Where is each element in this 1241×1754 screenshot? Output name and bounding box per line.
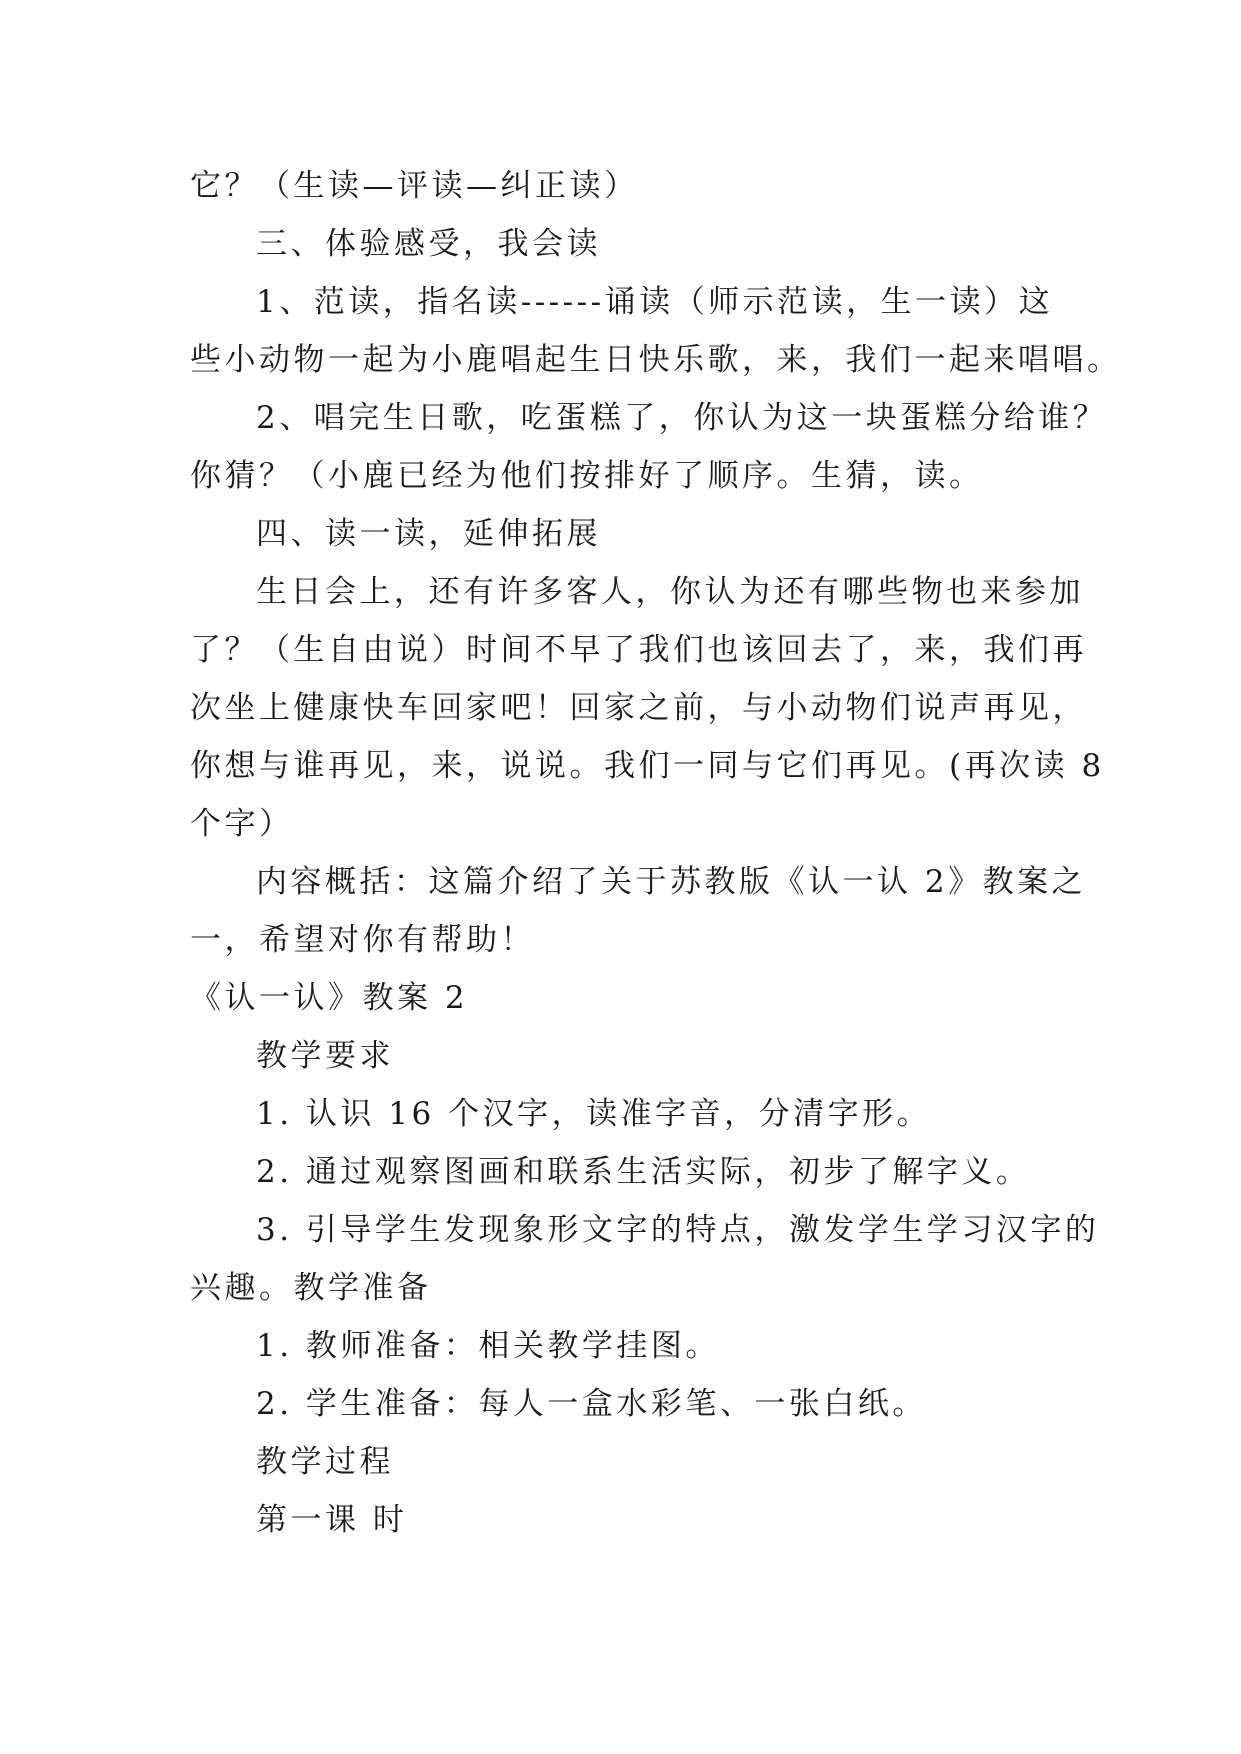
document-title: 《认一认》教案 2 — [190, 980, 469, 1016]
section-heading: 教学要求 — [256, 1038, 394, 1074]
section-heading: 三、体验感受，我会读 — [256, 226, 601, 262]
list-item: 3. 引导学生发现象形文字的特点，激发学生学习汉字的 — [256, 1212, 1100, 1248]
summary-line: 一，希望对你有帮助！ — [190, 922, 535, 958]
text-line: 你猜？（小鹿已经为他们按排好了顺序。生猜，读。 — [190, 458, 984, 494]
list-item: 2. 学生准备：每人一盒水彩笔、一张白纸。 — [256, 1386, 927, 1422]
list-item: 1. 认识 16 个汉字，读准字音，分清字形。 — [256, 1096, 932, 1132]
list-item: 1. 教师准备：相关教学挂图。 — [256, 1328, 720, 1364]
text-line: 些小动物一起为小鹿唱起生日快乐歌，来，我们一起来唱唱。 — [190, 342, 1122, 378]
text-line: 生日会上，还有许多客人，你认为还有哪些物也来参加 — [256, 574, 1084, 610]
text-line: 个字） — [190, 806, 294, 842]
section-heading: 四、读一读，延伸拓展 — [256, 516, 601, 552]
text-line: 次坐上健康快车回家吧！回家之前，与小动物们说声再见， — [190, 690, 1087, 726]
text-line: 它？（生读—评读—纠正读） — [190, 168, 639, 204]
list-item: 2. 通过观察图画和联系生活实际，初步了解字义。 — [256, 1154, 1031, 1190]
text-line: 了？（生自由说）时间不早了我们也该回去了，来，我们再 — [190, 632, 1087, 668]
section-heading: 第一课 时 — [256, 1502, 408, 1538]
text-line: 兴趣。教学准备 — [190, 1270, 432, 1306]
section-heading: 教学过程 — [256, 1444, 394, 1480]
text-line: 你想与谁再见，来，说说。我们一同与它们再见。(再次读 8 — [190, 748, 1105, 784]
summary-line: 内容概括：这篇介绍了关于苏教版《认一认 2》教案之 — [256, 864, 1087, 900]
text-line: 2、唱完生日歌，吃蛋糕了，你认为这一块蛋糕分给谁？ — [256, 400, 1108, 436]
text-line: 1、范读，指名读------诵读（师示范读，生一读）这 — [256, 284, 1054, 320]
